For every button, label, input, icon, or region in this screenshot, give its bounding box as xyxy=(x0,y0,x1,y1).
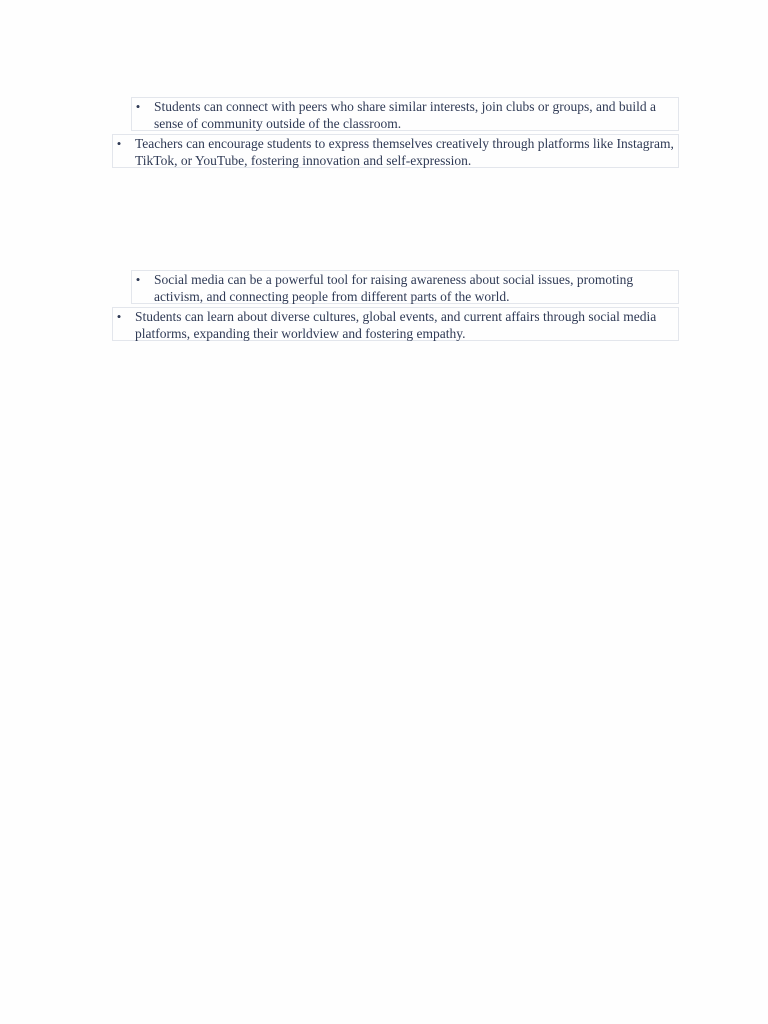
list-item xyxy=(112,307,679,341)
list-item xyxy=(131,97,679,131)
list-item-text: Students can connect with peers who share similar interests, join clubs or groups, and build a sense of community outside of the classroom. xyxy=(154,99,657,131)
list-item-text: Social media can be a powerful tool for raising awareness about social issues, promoting activism, and connecting people from different parts of the world. xyxy=(154,272,634,304)
list-item-text: Students can learn about diverse cultures, global events, and current affairs through social media platforms, expanding their worldview and fostering empathy. xyxy=(135,309,657,341)
list-item xyxy=(112,134,679,168)
bullet-marker: • xyxy=(135,99,141,114)
list-item xyxy=(131,270,679,304)
bullet-marker: • xyxy=(116,309,122,324)
bullet-marker: • xyxy=(135,272,141,287)
bullet-marker: • xyxy=(116,136,122,151)
list-item-text: Teachers can encourage students to express themselves creatively through platforms like Instagram, TikTok, or YouTube, fostering innovation and self-expression. xyxy=(135,136,674,168)
